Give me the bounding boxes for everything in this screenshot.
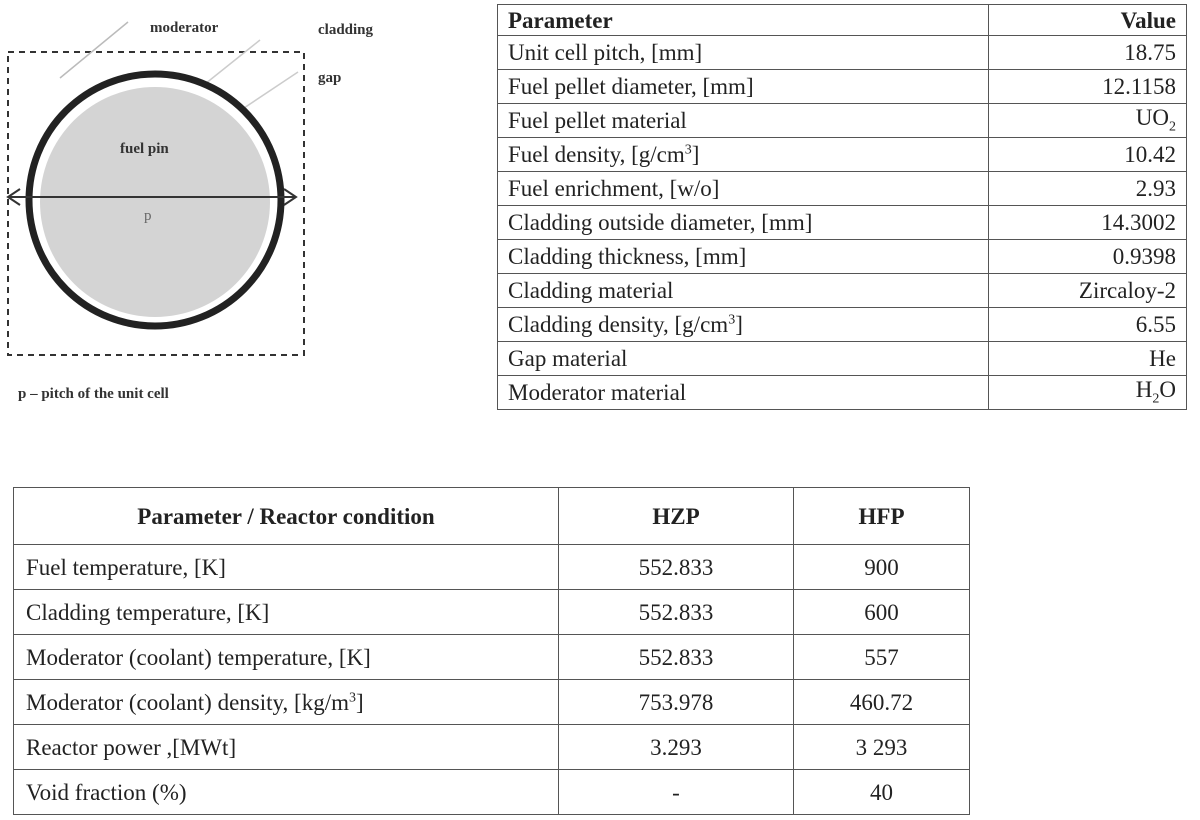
row-parameter (498, 308, 989, 342)
table-header-row (14, 488, 970, 545)
moderator-label: moderator (150, 20, 219, 36)
table-row (498, 70, 1187, 104)
param-tail: ] (735, 312, 743, 337)
row-hfp-value: 900 (794, 545, 970, 590)
table-row (14, 725, 970, 770)
row-parameter: Cladding thickness, [mm] (498, 240, 989, 274)
moderator-leader-line (60, 22, 128, 78)
row-value (989, 104, 1187, 138)
row-hzp-value: - (559, 770, 794, 815)
row-parameter: Fuel pellet material (498, 104, 989, 138)
table-row (498, 138, 1187, 172)
param-base: Cladding density, [g/cm (508, 312, 729, 337)
row-parameter: Cladding temperature, [K] (14, 590, 559, 635)
hfp-column-header: HFP (794, 488, 970, 545)
row-hzp-value: 753.978 (559, 680, 794, 725)
row-value: 2.93 (989, 172, 1187, 206)
param-superscript: 3 (348, 689, 356, 705)
table-row (498, 36, 1187, 70)
row-value: Zircaloy-2 (989, 274, 1187, 308)
table-row (14, 545, 970, 590)
table-row (498, 206, 1187, 240)
row-parameter: Reactor power ,[MWt] (14, 725, 559, 770)
fuel-pin-label: fuel pin (120, 141, 169, 157)
param-superscript: 3 (728, 312, 736, 328)
formula-subscript: 2 (1152, 391, 1160, 407)
table-row (498, 308, 1187, 342)
formula-tail: O (1159, 377, 1176, 403)
row-parameter: Void fraction (%) (14, 770, 559, 815)
row-parameter (498, 138, 989, 172)
param-tail: ] (355, 689, 364, 715)
row-parameter: Gap material (498, 342, 989, 376)
row-hfp-value: 557 (794, 635, 970, 680)
row-parameter: Moderator (coolant) temperature, [K] (14, 635, 559, 680)
table-row (498, 342, 1187, 376)
row-value: 18.75 (989, 36, 1187, 70)
row-parameter: Moderator material (498, 376, 989, 410)
row-parameter: Fuel pellet diameter, [mm] (498, 70, 989, 104)
parameter-condition-column-header: Parameter / Reactor condition (14, 488, 559, 545)
row-parameter: Unit cell pitch, [mm] (498, 36, 989, 70)
value-column-header: Value (989, 5, 1187, 36)
param-superscript: 3 (684, 142, 692, 158)
unit-cell-diagram (0, 0, 460, 420)
row-parameter: Fuel enrichment, [w/o] (498, 172, 989, 206)
table-row (498, 240, 1187, 274)
table-row (14, 680, 970, 725)
parameter-column-header: Parameter (498, 5, 989, 36)
table-row (14, 635, 970, 680)
row-hzp-value: 3.293 (559, 725, 794, 770)
row-hfp-value: 460.72 (794, 680, 970, 725)
row-value: He (989, 342, 1187, 376)
cladding-label: cladding (318, 22, 374, 38)
table-row (14, 770, 970, 815)
row-value (989, 376, 1187, 410)
row-hzp-value: 552.833 (559, 635, 794, 680)
param-base: Moderator (coolant) density, [kg/m (26, 689, 349, 715)
table-row (498, 172, 1187, 206)
row-hfp-value: 3 293 (794, 725, 970, 770)
table-row (14, 590, 970, 635)
gap-label: gap (318, 70, 342, 86)
formula-subscript: 2 (1169, 119, 1176, 135)
table-row (498, 376, 1187, 410)
row-value: 0.9398 (989, 240, 1187, 274)
row-hfp-value: 40 (794, 770, 970, 815)
row-hzp-value: 552.833 (559, 545, 794, 590)
hzp-column-header: HZP (559, 488, 794, 545)
row-hfp-value: 600 (794, 590, 970, 635)
row-parameter (14, 680, 559, 725)
table-row (498, 274, 1187, 308)
pitch-label: p (144, 208, 152, 224)
table-row (498, 104, 1187, 138)
row-hzp-value: 552.833 (559, 590, 794, 635)
row-parameter: Cladding material (498, 274, 989, 308)
diagram-caption: p – pitch of the unit cell (18, 386, 169, 402)
fuel-pellet (40, 87, 270, 317)
formula-base: H (1135, 377, 1153, 403)
row-value: 14.3002 (989, 206, 1187, 240)
reactor-conditions-table (13, 487, 970, 815)
row-parameter: Fuel temperature, [K] (14, 545, 559, 590)
row-value: 12.1158 (989, 70, 1187, 104)
formula-base: UO (1135, 105, 1169, 131)
row-value: 6.55 (989, 308, 1187, 342)
param-base: Fuel density, [g/cm (508, 142, 685, 167)
unit-cell-drawing (0, 0, 460, 420)
row-parameter: Cladding outside diameter, [mm] (498, 206, 989, 240)
gap-leader-line (238, 72, 298, 112)
table-header-row (498, 5, 1187, 36)
param-tail: ] (691, 142, 700, 167)
unit-cell-parameters-table (497, 4, 1187, 410)
row-value: 10.42 (989, 138, 1187, 172)
